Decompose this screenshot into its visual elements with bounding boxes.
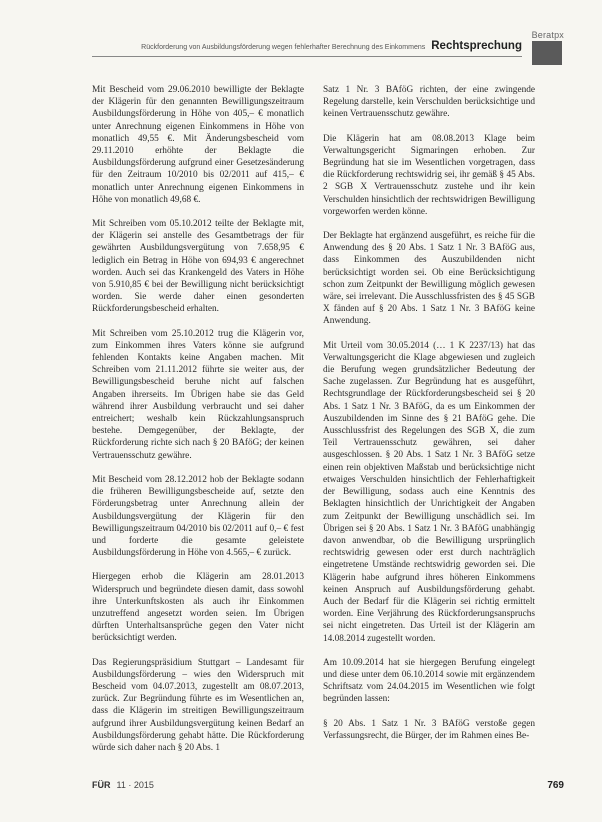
- header-title: Rechtsprechung: [431, 40, 522, 52]
- paragraph: Mit Schreiben vom 05.10.2012 teilte der Beklagte mit, der Klägerin sei anstelle des Gesamtbetrags der für gewährten Ausbildungsvergütung von 7.658,95 € lediglich ein Betrag in Höhe von 694,93 € angerechnet worden. Auch sei das Krankengeld des Vaters in Höhe von 5.910,85 € bei der Bewilligung nicht berücksichtigt worden. Sie werde daher einen gesonderten Rückforderungsbescheid erhalten.: [92, 219, 304, 315]
- footer-journal: [92, 780, 154, 790]
- right-column: [323, 84, 535, 754]
- paragraph: Mit Urteil vom 30.05.2014 (… 1 K 2237/13) hat das Verwaltungsgericht die Klage abgewiesen und zugleich die Berufung wegen grundsätzlicher Bedeutung der Sache zugelassen. Zur Begründung hat es ausgeführt, Rechtsgrundlage der Rückforderungsbescheid sei § 20 Abs. 1 Satz 1 Nr. 3 BAföG, da es um Einkommen der Auszubildenden im Sinne des § 21 BAföG gehe. Die Ausschlussfrist des Regelungen des SGB X, die zum Teil Vertrauensschutz gewähren, sei daher ausgeschlossen. § 20 Abs. 1 Satz 1 Nr. 3 BAföG setze einen rein objektiven Maßstab und berücksichtige nicht etwaiges Verschulden hinsichtlich der Fehlerhaftigkeit der Bewilligung, sodass auch eine Kenntnis des Beklagten hinsichtlich der Unrichtigkeit der Angaben zum Zeitpunkt der Bewilligung unschädlich sei. Im Übrigen sei § 20 Abs. 1 Satz 1 Nr. 3 BAföG unabhängig davon anwendbar, ob die Bewilligung ursprünglich rechtswidrig gewesen oder erst durch nachträglich eingetretene Umstände rechtswidrig geworden sei. Die Klägerin habe aufgrund ihres höheren Einkommens keinen Anspruch auf Ausbildungsförderung gehabt. Auch der Bedarf für die Klägerin sei richtig ermittelt worden. Eine Verjährung des Rückforderungsanspruchs sei nicht eingetreten. Das Urteil ist der Klägerin am 14.08.2014 zugestellt worden.: [323, 340, 535, 644]
- paragraph: Am 10.09.2014 hat sie hiergegen Berufung eingelegt und diese unter dem 06.10.2014 sowie mit ergänzendem Schriftsatz vom 24.04.2015 im Wesentlichen wie folgt begründen lassen:: [323, 657, 535, 705]
- journal-name: FÜR: [92, 780, 111, 790]
- paragraph: Der Beklagte hat ergänzend ausgeführt, es reiche für die Anwendung des § 20 Abs. 1 Satz 1 Nr. 3 BAföG aus, dass Einkommen des Auszubildenden nicht berücksichtigt worden sei. Ob eine Berücksichtigung schon zum Zeitpunkt der Bewilligung möglich gewesen wäre, sei irrelevant. Die Ausschlussfristen des § 45 SGB X fänden auf § 20 Abs. 1 Satz 1 Nr. 3 BAföG keine Anwendung.: [323, 231, 535, 327]
- paragraph: Mit Schreiben vom 25.10.2012 trug die Klägerin vor, zum Einkommen ihres Vaters könne sie aufgrund fehlenden Kontakts keine Angaben machen. Mit Schreiben vom 21.11.2012 führte sie weiter aus, der Bewilligungsbescheid beruhe nicht auf falschen Angaben ihrerseits. Im Übrigen habe sie das Geld während ihrer Ausbildung verbraucht und sei daher entreichert; weshalb kein Rückzahlungsanspruch bestehe. Demgegenüber, der Beklagte, der Rückforderung richte sich nach § 20 BAföG; der keinen Vertrauensschutz gewähre.: [92, 328, 304, 461]
- left-column: [92, 84, 304, 766]
- paragraph: Satz 1 Nr. 3 BAföG richten, der eine zwingende Regelung darstelle, kein Verschulden berücksichtige und keinen Vertrauensschutz gewähre.: [323, 85, 535, 120]
- paragraph: Hiergegen erhob die Klägerin am 28.01.2013 Widerspruch und begründete diesen damit, dass sowohl ihre Unterkunftskosten als auch ihr Einkommen unzutreffend angesetzt worden seien. Im Übrigen dürften Unterhaltsansprüche gegen den Vater nicht berücksichtigt werden.: [92, 572, 304, 644]
- header-subtitle: Rückforderung von Ausbildungsförderung wegen fehlerhafter Berechnung des Einkommens: [141, 44, 426, 51]
- header-rule: [92, 56, 522, 57]
- paragraph: Mit Bescheid vom 28.12.2012 hob der Beklagte sodann die früheren Bewilligungsbescheide auf, setzte den Förderungsbetrag unter Anrechnung allein der Ausbildungsvergütung der Klägerin für den Bewilligungszeitraum 04/2010 bis 02/2011 auf 0,– € fest und forderte die gesamte geleistete Ausbildungsförderung in Höhe von 4.565,– € zurück.: [92, 474, 304, 559]
- paragraph: Die Klägerin hat am 08.08.2013 Klage beim Verwaltungsgericht Sigmaringen erhoben. Zur Begründung hat sie im Wesentlichen vorgetragen, dass die Rückforderung rechtswidrig sei, ihr gemäß § 45 Abs. 2 SGB X Vertrauensschutz zustehe und ihr kein Verschulden hinsichtlich der rechtswidrigen Bewilligung vorgeworfen werden könne.: [323, 133, 535, 217]
- paragraph: Mit Bescheid vom 29.06.2010 bewilligte der Beklagte der Klägerin für den genannten Bewilligungszeitraum Ausbildungsförderung in Höhe von 405,– € monatlich unter Anrechnung eigenen Einkommens in Höhe von monatlich 49,55 €. Mit Änderungsbescheid vom 29.11.2010 erhöhte der Beklagte die Ausbildungsförderung aufgrund einer Gesetzesänderung für den Zeitraum 10/2010 bis 02/2011 auf 415,– € monatlich unter Anrechnung eigenen Einkommens in Höhe von monatlich 49,68 €.: [92, 85, 304, 205]
- issue-number: 11 · 2015: [116, 780, 154, 790]
- page-number: 769: [547, 780, 564, 791]
- paragraph: § 20 Abs. 1 Satz 1 Nr. 3 BAföG verstoße gegen Verfassungsrecht, die Bürger, der im Rahmen eines Be-: [323, 718, 535, 741]
- paragraph: Das Regierungspräsidium Stuttgart – Landesamt für Ausbildungsförderung – wies den Widerspruch mit Bescheid vom 04.07.2013, zugestellt am 08.07.2013, zurück. Zur Begründung führte es im Wesentlichen an, dass die Klägerin im streitigen Bewilligungszeitraum aufgrund ihrer Ausbildungsvergütung keinen Bedarf an Ausbildungsförderung gehabt hätte. Die Rückforderung würde sich daher nach § 20 Abs. 1: [92, 657, 304, 753]
- section-label: Beratpx: [531, 30, 564, 40]
- running-header: [141, 40, 522, 52]
- header-marker-box: [532, 41, 562, 65]
